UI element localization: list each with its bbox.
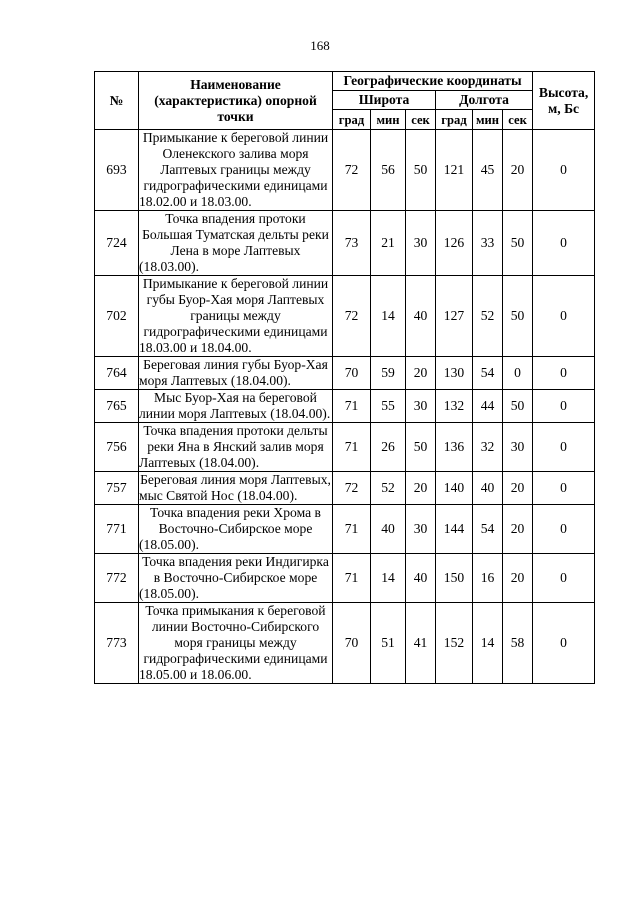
cell-lon-min: 54 <box>473 505 503 554</box>
table-row <box>95 505 595 554</box>
cell-lat-sec: 30 <box>406 211 436 276</box>
cell-number: 771 <box>95 505 139 554</box>
cell-lon-sec: 50 <box>503 211 533 276</box>
cell-lon-deg: 140 <box>436 472 473 505</box>
cell-name: Точка впадения протоки Большая Туматская дельты реки Лена в море Лаптевых (18.03.00). <box>139 211 333 276</box>
cell-name: Береговая линия моря Лаптевых, мыс Святой Нос (18.04.00). <box>139 472 331 503</box>
header-lon-deg: град <box>436 110 473 130</box>
header-lat-deg: град <box>333 110 371 130</box>
cell-name: Примыкание к береговой линии Оленекского залива моря Лаптевых границы между гидрографическими единицами 18.02.00 и 18.03.00. <box>139 130 333 211</box>
cell-number: 765 <box>95 390 139 423</box>
cell-lon-sec: 20 <box>503 505 533 554</box>
cell-number: 693 <box>95 130 139 211</box>
cell-name: Мыс Буор-Хая на береговой линии моря Лаптевых (18.04.00). <box>139 390 333 423</box>
cell-height: 0 <box>533 472 595 505</box>
cell-number: 756 <box>95 423 139 472</box>
cell-lat-min: 59 <box>371 357 406 390</box>
cell-lat-sec: 30 <box>406 505 436 554</box>
cell-lat-deg: 70 <box>333 357 371 390</box>
cell-lon-sec: 0 <box>503 357 533 390</box>
cell-lon-deg: 150 <box>436 554 473 603</box>
header-height: Высота, м, Бс <box>533 72 595 130</box>
cell-lat-deg: 72 <box>333 130 371 211</box>
header-lat-min: мин <box>371 110 406 130</box>
cell-lat-deg: 71 <box>333 554 371 603</box>
coordinates-table <box>94 71 595 684</box>
header-name: Наименование (характеристика) опорной точки <box>139 72 333 130</box>
page-number: 168 <box>310 38 330 53</box>
cell-lon-deg: 127 <box>436 276 473 357</box>
cell-height: 0 <box>533 276 595 357</box>
cell-lon-min: 32 <box>473 423 503 472</box>
cell-number: 773 <box>95 603 139 684</box>
cell-lon-min: 54 <box>473 357 503 390</box>
cell-lon-deg: 121 <box>436 130 473 211</box>
cell-lat-deg: 71 <box>333 505 371 554</box>
cell-height: 0 <box>533 554 595 603</box>
cell-lat-min: 40 <box>371 505 406 554</box>
cell-name: Точка впадения реки Индигирка в Восточно-Сибирское море (18.05.00). <box>139 554 333 603</box>
cell-lat-min: 55 <box>371 390 406 423</box>
cell-lat-sec: 50 <box>406 130 436 211</box>
cell-lon-deg: 130 <box>436 357 473 390</box>
header-longitude: Долгота <box>436 91 533 110</box>
cell-lat-sec: 20 <box>406 472 436 505</box>
header-coordinates: Географические координаты <box>333 72 533 91</box>
cell-lat-min: 26 <box>371 423 406 472</box>
cell-lon-deg: 126 <box>436 211 473 276</box>
cell-lon-sec: 50 <box>503 276 533 357</box>
cell-lon-sec: 20 <box>503 554 533 603</box>
cell-name: Точка впадения реки Хрома в Восточно-Сибирское море (18.05.00). <box>139 505 333 554</box>
cell-lon-deg: 132 <box>436 390 473 423</box>
cell-lat-min: 14 <box>371 554 406 603</box>
table-row <box>95 211 595 276</box>
cell-lon-min: 16 <box>473 554 503 603</box>
cell-lat-sec: 40 <box>406 554 436 603</box>
cell-name: Береговая линия губы Буор-Хая моря Лаптевых (18.04.00). <box>139 357 333 390</box>
cell-lon-sec: 58 <box>503 603 533 684</box>
cell-lon-min: 33 <box>473 211 503 276</box>
cell-height: 0 <box>533 423 595 472</box>
cell-lon-min: 44 <box>473 390 503 423</box>
cell-lon-deg: 152 <box>436 603 473 684</box>
table-header <box>95 72 595 130</box>
cell-lat-deg: 72 <box>333 472 371 505</box>
cell-lat-sec: 50 <box>406 423 436 472</box>
cell-lat-deg: 73 <box>333 211 371 276</box>
cell-number: 772 <box>95 554 139 603</box>
table-row <box>95 357 595 390</box>
cell-lon-sec: 30 <box>503 423 533 472</box>
cell-name: Примыкание к береговой линии губы Буор-Хая моря Лаптевых границы между гидрографическими единицами 18.03.00 и 18.04.00. <box>139 276 333 357</box>
cell-lat-min: 14 <box>371 276 406 357</box>
cell-lon-min: 14 <box>473 603 503 684</box>
cell-lon-sec: 20 <box>503 130 533 211</box>
cell-height: 0 <box>533 130 595 211</box>
cell-height: 0 <box>533 505 595 554</box>
table-row <box>95 554 595 603</box>
cell-lon-sec: 20 <box>503 472 533 505</box>
cell-number: 702 <box>95 276 139 357</box>
cell-number: 724 <box>95 211 139 276</box>
cell-lon-sec: 50 <box>503 390 533 423</box>
cell-lat-deg: 71 <box>333 390 371 423</box>
header-number: № <box>95 72 139 130</box>
table-row <box>95 423 595 472</box>
cell-lat-min: 51 <box>371 603 406 684</box>
table-body <box>95 130 595 684</box>
cell-lat-min: 21 <box>371 211 406 276</box>
header-lon-min: мин <box>473 110 503 130</box>
header-latitude: Широта <box>333 91 436 110</box>
table-row <box>95 472 595 505</box>
cell-height: 0 <box>533 390 595 423</box>
cell-lat-min: 56 <box>371 130 406 211</box>
table-row <box>95 603 595 684</box>
cell-name: Точка примыкания к береговой линии Восточно-Сибирского моря границы между гидрографическими единицами 18.05.00 и 18.06.00. <box>139 603 333 684</box>
cell-lon-min: 40 <box>473 472 503 505</box>
table-row <box>95 130 595 211</box>
cell-lat-deg: 70 <box>333 603 371 684</box>
cell-lon-deg: 136 <box>436 423 473 472</box>
cell-height: 0 <box>533 603 595 684</box>
cell-lat-sec: 30 <box>406 390 436 423</box>
header-lon-sec: сек <box>503 110 533 130</box>
table-row <box>95 390 595 423</box>
cell-lat-sec: 20 <box>406 357 436 390</box>
cell-lon-min: 45 <box>473 130 503 211</box>
cell-lat-deg: 72 <box>333 276 371 357</box>
table-row <box>95 276 595 357</box>
cell-lat-sec: 40 <box>406 276 436 357</box>
cell-lat-deg: 71 <box>333 423 371 472</box>
cell-height: 0 <box>533 357 595 390</box>
cell-height: 0 <box>533 211 595 276</box>
cell-lon-deg: 144 <box>436 505 473 554</box>
header-lat-sec: сек <box>406 110 436 130</box>
cell-number: 764 <box>95 357 139 390</box>
cell-lat-min: 52 <box>371 472 406 505</box>
cell-lat-sec: 41 <box>406 603 436 684</box>
cell-lon-min: 52 <box>473 276 503 357</box>
cell-name: Точка впадения протоки дельты реки Яна в Янский залив моря Лаптевых (18.04.00). <box>139 423 333 472</box>
cell-number: 757 <box>95 472 139 505</box>
